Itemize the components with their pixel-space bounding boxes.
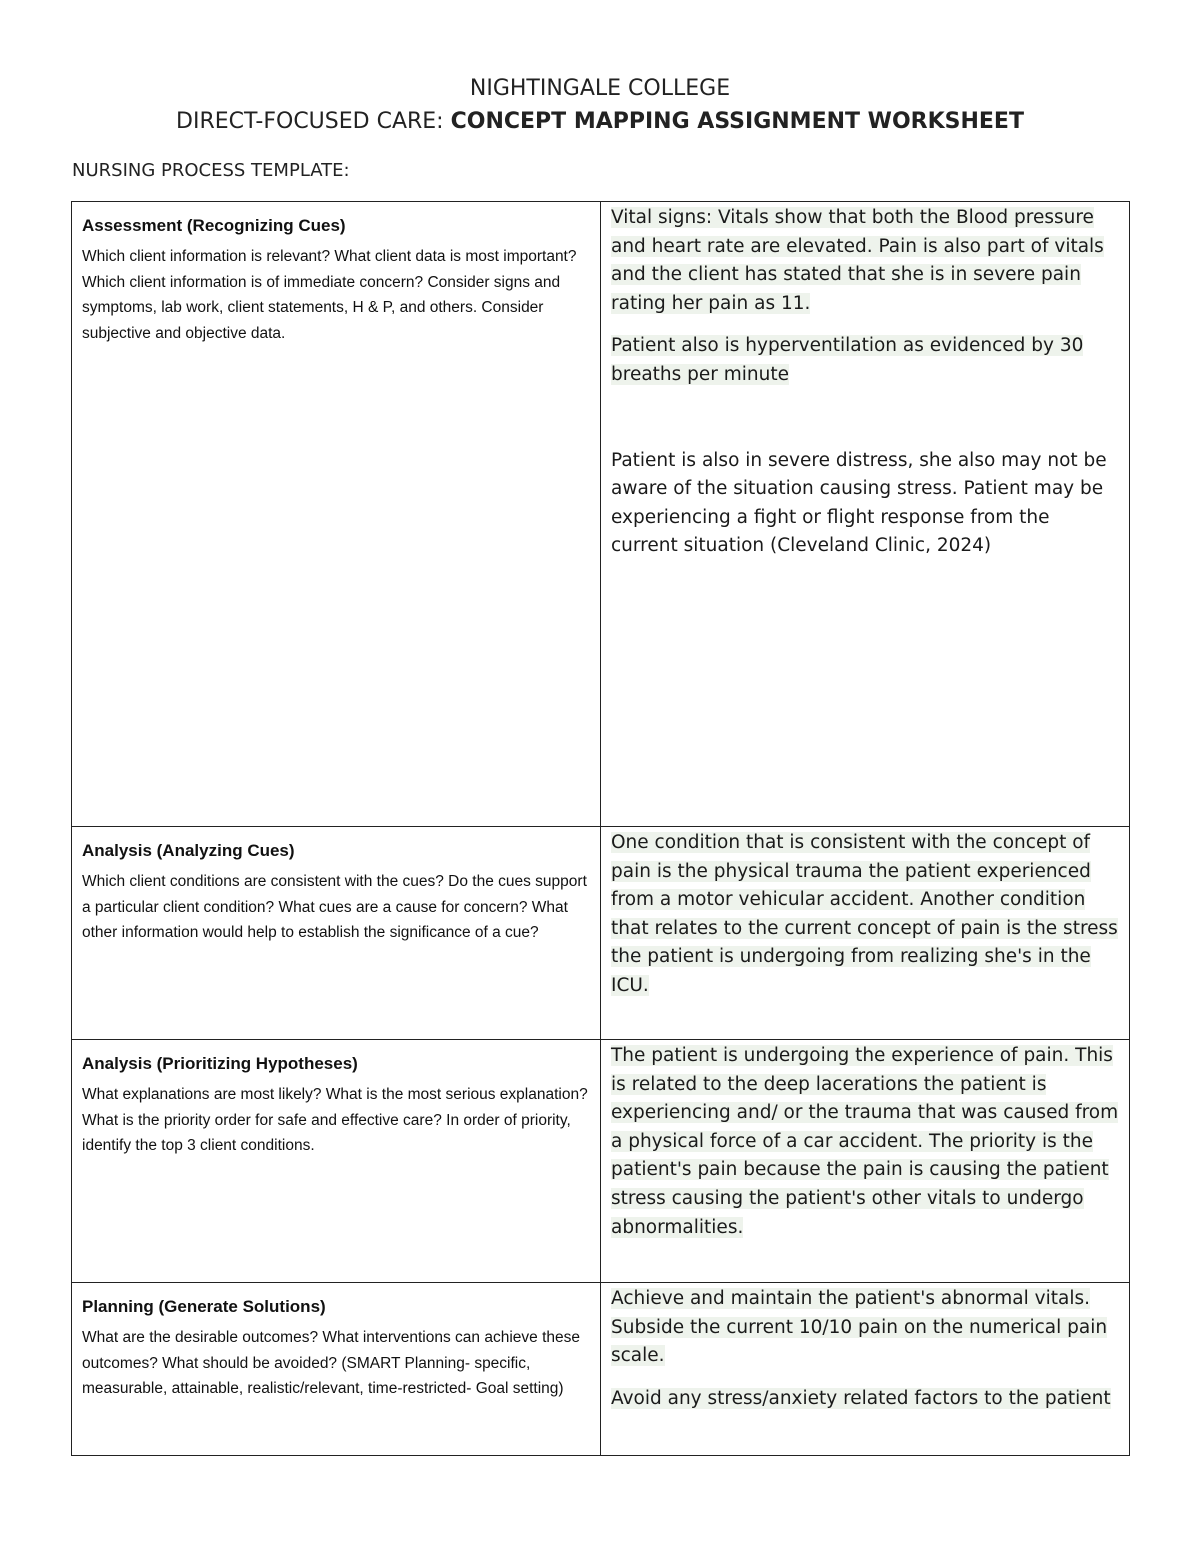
response-paragraph: The patient is undergoing the experience of pain. This is related to the deep lacerations the patient is experiencing and/ or the trauma that was caused from a physical force of a car accident. The priority is the patient's pain because the pain is causing the patient stress causing the patient's other vitals to undergo abnormalities. bbox=[611, 1045, 1119, 1238]
response-paragraph: Vital signs: Vitals show that both the Blood pressure and heart rate are elevated. Pain is also part of vitals and the client has stated that she is in severe pain rating her pain as 11. bbox=[611, 207, 1104, 314]
response-paragraph: Patient also is hyperventilation as evidenced by 30 breaths per minute bbox=[611, 335, 1084, 385]
response-paragraph: Patient is also in severe distress, she also may not be aware of the situation causing stress. Patient may be experiencing a fight or flight response from the current situation (Cleveland Clinic, 2024) bbox=[611, 449, 1107, 557]
row-response-cell[interactable] bbox=[601, 1040, 1130, 1283]
template-label: NURSING PROCESS TEMPLATE: bbox=[72, 160, 350, 181]
section-prompt: What are the desirable outcomes? What interventions can achieve these outcomes? What should be avoided? (SMART Planning- specific, measurable, attainable, realistic/relevant, time-restricted- Goal setting) bbox=[82, 1329, 580, 1397]
title-bold: CONCEPT MAPPING ASSIGNMENT WORKSHEET bbox=[450, 109, 1024, 134]
table-row bbox=[72, 202, 1130, 827]
college-name: NIGHTINGALE COLLEGE bbox=[469, 76, 731, 101]
section-prompt: Which client information is relevant? What client data is most important? Which client information is of immediate concern? Consider signs and symptoms, lab work, client statements, H & P, and others. Consider subjective and objective data. bbox=[82, 248, 577, 342]
table-row bbox=[72, 1283, 1130, 1456]
response-paragraph: One condition that is consistent with the concept of pain is the physical trauma the patient experienced from a motor vehicular accident. Another condition that relates to the current concept of pain is the stress the patient is undergoing from realizing she's in the ICU. bbox=[611, 832, 1118, 996]
section-title: Planning (Generate Solutions) bbox=[82, 1297, 326, 1316]
nursing-process-table bbox=[71, 201, 1130, 1456]
section-prompt: What explanations are most likely? What is the most serious explanation? What is the priority order for safe and effective care? In order of priority, identify the top 3 client conditions. bbox=[82, 1086, 588, 1154]
row-response-cell[interactable] bbox=[601, 202, 1130, 827]
table-row bbox=[72, 827, 1130, 1040]
section-prompt: Which client conditions are consistent with the cues? Do the cues support a particular client condition? What cues are a cause for concern? What other information would help to establish the significance of a cue? bbox=[82, 873, 587, 941]
document-title bbox=[0, 105, 1200, 138]
row-response-cell[interactable] bbox=[601, 827, 1130, 1040]
section-title: Assessment (Recognizing Cues) bbox=[82, 216, 346, 235]
response-paragraph: Achieve and maintain the patient's abnormal vitals. Subside the current 10/10 pain on the numerical pain scale. bbox=[611, 1288, 1108, 1367]
row-prompt-cell bbox=[72, 202, 601, 827]
document-header bbox=[0, 72, 1200, 138]
section-title: Analysis (Prioritizing Hypotheses) bbox=[82, 1054, 358, 1073]
response-paragraph: Avoid any stress/anxiety related factors to the patient bbox=[611, 1387, 1111, 1409]
section-title: Analysis (Analyzing Cues) bbox=[82, 841, 295, 860]
row-prompt-cell bbox=[72, 827, 601, 1040]
row-prompt-cell bbox=[72, 1283, 601, 1456]
row-response-cell[interactable] bbox=[601, 1283, 1130, 1456]
table-row bbox=[72, 1040, 1130, 1283]
row-prompt-cell bbox=[72, 1040, 601, 1283]
title-prefix: DIRECT-FOCUSED CARE: bbox=[176, 109, 451, 134]
